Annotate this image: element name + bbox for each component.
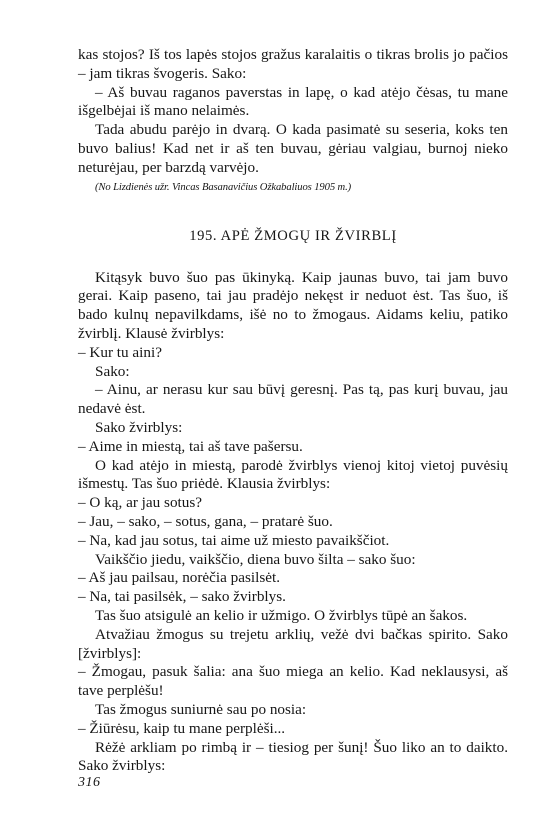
tale-heading: 195. APĖ ŽMOGŲ IR ŽVIRBLĮ — [189, 227, 397, 244]
paragraph: – Žiūrėsu, kaip tu mane perplėši... — [78, 719, 286, 737]
page-number: 316 — [78, 775, 101, 790]
book-page — [78, 46, 508, 776]
paragraph: O kad atėjo in miestą, parodė žvirblys vienoj kitoj vietoj puvėsių išmestų. Tas šuo priėdė. Klausia žvirblys: — [78, 456, 508, 493]
previous-tale-ending — [78, 46, 508, 178]
paragraph: – Ainu, ar nerasu kur sau būvį geresnį. Pas tą, pas kurį buvau, jau nedavė ėst. — [78, 381, 508, 418]
paragraph: – O ką, ar jau sotus? — [78, 494, 202, 512]
paragraph: kas stojos? Iš tos lapės stojos gražus karalaitis o tikras brolis jo pačios – jam tikras švogeris. Sako: — [78, 46, 508, 82]
paragraph: – Aš buvau raganos paverstas in lapę, o kad atėjo čėsas, tu mane išgelbėjai iš mano nelaimės. — [78, 83, 508, 120]
paragraph: Tada abudu parėjo in dvarą. O kada pasimatė su seseria, koks ten buvo balius! Kad net ir aš ten buvau, gėriau valgiau, burnoj nieko neturėjau, per barzdą varvėjo. — [78, 121, 508, 176]
paragraph: Sako: — [95, 362, 130, 380]
paragraph: – Na, kad jau sotus, tai aime už miesto pavaikščiot. — [78, 531, 390, 549]
paragraph: – Aš jau pailsau, norėčia pasilsėt. — [78, 569, 281, 587]
paragraph: Vaikščio jiedu, vaikščio, diena buvo šilta – sako šuo: — [95, 550, 416, 568]
tale-body — [78, 269, 508, 777]
paragraph: – Aime in miestą, tai aš tave pašersu. — [78, 437, 303, 455]
paragraph: Sako žvirblys: — [95, 418, 183, 436]
paragraph: – Žmogau, pasuk šalia: ana šuo miega an kelio. Kad neklausysi, aš tave perplėšu! — [78, 663, 508, 700]
paragraph: Kitąsyk buvo šuo pas ūkinyką. Kaip jaunas buvo, tai jam buvo gerai. Kaip paseno, tai jau pradėjo nekęst ir neduot ėst. Tas šuo, iš bado kulnų nepavilkdams, išė no to žmogaus. Aidams keliu, patiko žvirblį. Klausė žvirblys: — [78, 268, 508, 342]
paragraph: – Jau, – sako, – sotus, gana, – pratarė šuo. — [78, 512, 333, 530]
paragraph: Rėžė arkliam po rimbą ir – tiesiog per šunį! Šuo liko an to daikto. Sako žvirblys: — [78, 738, 508, 775]
paragraph: Tas šuo atsigulė an kelio ir užmigo. O žvirblys tūpė an šakos. — [95, 606, 468, 624]
paragraph: Tas žmogus suniurnė sau po nosia: — [95, 700, 307, 718]
paragraph: – Na, tai pasilsėk, – sako žvirblys. — [78, 588, 286, 606]
paragraph: – Kur tu aini? — [78, 343, 162, 361]
paragraph: Atvažiau žmogus su trejetu arklių, vežė dvi bačkas spirito. Sako [žvirblys]: — [78, 625, 508, 662]
source-note: (No Lizdienės užr. Vincas Basanavičius Ožkabaliuos 1905 m.) — [95, 181, 352, 193]
